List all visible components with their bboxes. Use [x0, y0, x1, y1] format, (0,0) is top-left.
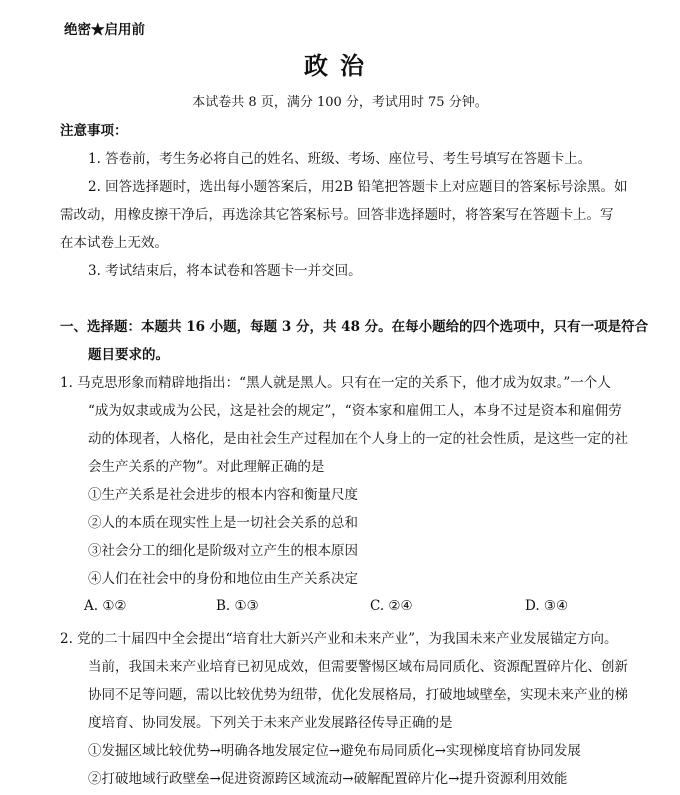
section-line: 题目要求的。	[88, 347, 169, 363]
exam-info: 本试卷共 8 页，满分 100 分，考试用时 75 分钟。	[192, 95, 488, 110]
page-title: 政治	[304, 51, 376, 80]
notice-line: 2. 回答选择题时，选出每小题答案后，用2B 铅笔把答题卡上对应题目的答案标号涂黑。如	[88, 179, 628, 195]
question-stem-line: 2. 党的二十届四中全会提出“培育壮大新兴产业和未来产业”，为我国未来产业发展锚定方向。	[60, 631, 618, 647]
question-stem-line: “成为奴隶或成为公民，这是社会的规定”，“资本家和雇佣工人，本身不过是资本和雇佣劳	[88, 403, 622, 419]
notice-item-1	[60, 145, 670, 173]
question-stem-line: 度培育、协同发展。下列关于未来产业发展路径传导正确的是	[88, 715, 453, 731]
question-stem-line: 1. 马克思形象而精辟地指出：“黑人就是黑人。只有在一定的关系下，他才成为奴隶。”一个人	[60, 375, 611, 391]
statement: ①生产关系是社会进步的根本内容和衡量尺度	[88, 487, 358, 503]
option-b: B. ①③	[216, 598, 259, 614]
notice-heading: 注意事项：	[60, 123, 128, 139]
section-line: 一、选择题：本题共 16 小题，每题 3 分，共 48 分。在每小题给的四个选项中，只有一项是符合	[60, 319, 649, 335]
question-1	[60, 369, 670, 593]
statement: ④人们在社会中的身份和地位由生产关系决定	[88, 571, 358, 587]
question-2	[60, 625, 670, 793]
question-stem-line: 动的体现者，人格化，是由社会生产过程加在个人身上的一定的社会性质，是这些一定的社	[88, 431, 628, 447]
notice-line: 1. 答卷前，考生务必将自己的姓名、班级、考场、座位号、考生号填写在答题卡上。	[88, 151, 592, 167]
statement: ③社会分工的细化是阶级对立产生的根本原因	[88, 543, 358, 559]
question-stem-line: 协同不足等问题，需以比较优势为纽带，优化发展格局，打破地域壁垒，实现未来产业的梯	[88, 687, 628, 703]
notice-line: 在本试卷上无效。	[60, 235, 168, 251]
statement: ②打破地域行政壁垒→促进资源跨区域流动→破解配置碎片化→提升资源利用效能	[88, 771, 568, 787]
notice-line: 3. 考试结束后，将本试卷和答题卡一并交回。	[88, 263, 362, 279]
option-d: D. ③④	[525, 598, 569, 614]
statement: ②人的本质在现实性上是一切社会关系的总和	[88, 515, 358, 531]
option-a: A. ①②	[84, 598, 127, 614]
question-stem-line: 会生产关系的产物”。对此理解正确的是	[88, 459, 325, 475]
notice-line: 需改动，用橡皮擦干净后，再选涂其它答案标号。回答非选择题时，将答案写在答题卡上。写	[60, 207, 614, 223]
question-stem-line: 当前，我国未来产业培育已初见成效，但需要警惕区域布局同质化、资源配置碎片化、创新	[88, 659, 628, 675]
section-heading	[60, 313, 670, 369]
notice-item-2	[60, 173, 670, 257]
option-c: C. ②④	[370, 598, 413, 614]
statement: ①发掘区域比较优势→明确各地发展定位→避免布局同质化→实现梯度培育协同发展	[88, 743, 581, 759]
confidential-label: 绝密★启用前	[64, 22, 145, 38]
answer-options	[84, 598, 644, 622]
notice-item-3	[60, 257, 670, 285]
